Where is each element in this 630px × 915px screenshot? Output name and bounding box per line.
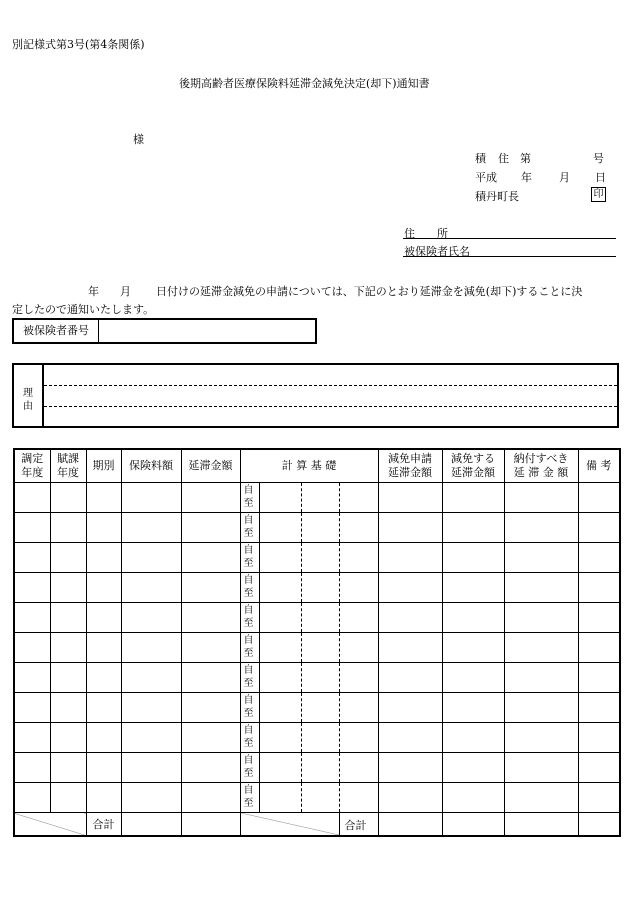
table-row	[14, 633, 620, 663]
to-label: 至	[243, 528, 254, 539]
cell-exempted[interactable]	[442, 663, 504, 693]
cell-requested[interactable]	[378, 723, 442, 753]
body-text-line2: 定したので通知いたします。	[12, 303, 155, 316]
calc-divider	[259, 633, 260, 662]
cell-calc-basis[interactable]	[240, 693, 378, 723]
cell-premium[interactable]	[121, 603, 181, 633]
calc-divider	[339, 753, 340, 782]
cell-assessed-year[interactable]	[14, 723, 50, 753]
total-diagonal-calc	[241, 813, 339, 835]
cell-requested[interactable]	[378, 663, 442, 693]
calc-divider	[339, 723, 340, 752]
calc-divider	[259, 513, 260, 542]
from-to-labels	[244, 664, 254, 690]
to-label: 至	[243, 498, 254, 509]
body-month: 月	[120, 285, 131, 298]
calc-divider	[259, 483, 260, 512]
cell-calc-basis[interactable]	[240, 573, 378, 603]
issue-month: 月	[559, 171, 570, 184]
cell-exempted[interactable]	[442, 693, 504, 723]
calculation-table	[13, 448, 621, 837]
calc-divider	[339, 783, 340, 812]
from-to-labels	[244, 544, 254, 570]
from-to-labels	[244, 784, 254, 810]
header-exempted: 減免する 延滞金額	[442, 449, 504, 483]
cell-late-fee[interactable]	[181, 633, 240, 663]
insured-number-value[interactable]	[99, 320, 317, 342]
from-to-labels	[244, 754, 254, 780]
header-calc-basis: 計 算 基 礎	[240, 449, 378, 483]
cell-period[interactable]	[86, 543, 121, 573]
cell-payable[interactable]	[504, 513, 578, 543]
total-label-calc: 合計	[344, 819, 367, 832]
calc-divider	[259, 573, 260, 602]
table-row	[14, 543, 620, 573]
cell-levy-year[interactable]	[50, 783, 86, 813]
cell-levy-year[interactable]	[50, 723, 86, 753]
header-period: 期別	[86, 449, 121, 483]
cell-calc-basis[interactable]	[240, 483, 378, 513]
cell-calc-basis[interactable]	[240, 663, 378, 693]
from-label: 自	[243, 575, 254, 586]
cell-payable[interactable]	[504, 663, 578, 693]
cell-calc-basis[interactable]	[240, 753, 378, 783]
from-label: 自	[243, 665, 254, 676]
from-label: 自	[243, 755, 254, 766]
cell-calc-basis[interactable]	[240, 723, 378, 753]
cell-exempted[interactable]	[442, 483, 504, 513]
calc-divider	[301, 783, 302, 812]
cell-late-fee[interactable]	[181, 693, 240, 723]
header-payable: 納付すべき 延 滞 金 額	[504, 449, 578, 483]
cell-exempted[interactable]	[442, 543, 504, 573]
mayor-title: 積丹町長	[475, 190, 519, 203]
cell-late-fee[interactable]	[181, 663, 240, 693]
total-exempted[interactable]	[442, 813, 504, 837]
calc-divider	[259, 663, 260, 692]
calc-divider	[301, 603, 302, 632]
cell-remarks[interactable]	[578, 543, 620, 573]
cell-remarks[interactable]	[578, 483, 620, 513]
from-label: 自	[243, 725, 254, 736]
from-label: 自	[243, 545, 254, 556]
table-row	[14, 693, 620, 723]
cell-exempted[interactable]	[442, 753, 504, 783]
cell-payable[interactable]	[504, 573, 578, 603]
to-label: 至	[243, 798, 254, 809]
from-to-labels	[244, 724, 254, 750]
from-to-labels	[244, 574, 254, 600]
cell-assessed-year[interactable]	[14, 633, 50, 663]
table-row	[14, 513, 620, 543]
address-label: 住 所	[404, 227, 448, 240]
to-label: 至	[243, 558, 254, 569]
calc-divider	[259, 723, 260, 752]
cell-late-fee[interactable]	[181, 603, 240, 633]
cell-premium[interactable]	[121, 753, 181, 783]
cell-assessed-year[interactable]	[14, 783, 50, 813]
from-to-labels	[244, 694, 254, 720]
cell-premium[interactable]	[121, 693, 181, 723]
cell-levy-year[interactable]	[50, 603, 86, 633]
cell-premium[interactable]	[121, 483, 181, 513]
reason-line-1	[44, 385, 617, 386]
header-remarks: 備 考	[578, 449, 620, 483]
doc-no-suffix: 号	[593, 152, 604, 165]
cell-remarks[interactable]	[578, 513, 620, 543]
cell-period[interactable]	[86, 633, 121, 663]
cell-premium[interactable]	[121, 543, 181, 573]
from-to-labels	[244, 634, 254, 660]
reason-label-cell	[14, 365, 44, 426]
cell-late-fee[interactable]	[181, 513, 240, 543]
cell-requested[interactable]	[378, 633, 442, 663]
from-label: 自	[243, 785, 254, 796]
cell-exempted[interactable]	[442, 633, 504, 663]
cell-late-fee[interactable]	[181, 483, 240, 513]
cell-payable[interactable]	[504, 603, 578, 633]
cell-payable[interactable]	[504, 483, 578, 513]
total-calc-divider	[339, 813, 340, 835]
header-levy-year: 賦課 年度	[50, 449, 86, 483]
cell-requested[interactable]	[378, 693, 442, 723]
cell-premium[interactable]	[121, 573, 181, 603]
cell-calc-basis[interactable]	[240, 783, 378, 813]
total-remarks[interactable]	[578, 813, 620, 837]
total-calc-cell	[240, 813, 378, 837]
cell-assessed-year[interactable]	[14, 573, 50, 603]
cell-payable[interactable]	[504, 783, 578, 813]
cell-calc-basis[interactable]	[240, 633, 378, 663]
cell-requested[interactable]	[378, 783, 442, 813]
insured-name-label: 被保険者氏名	[404, 245, 470, 258]
cell-premium[interactable]	[121, 663, 181, 693]
header-late-fee: 延滞金額	[181, 449, 240, 483]
insured-name-underline	[403, 256, 616, 257]
from-label: 自	[243, 635, 254, 646]
calc-divider	[301, 543, 302, 572]
cell-payable[interactable]	[504, 633, 578, 663]
cell-levy-year[interactable]	[50, 543, 86, 573]
cell-remarks[interactable]	[578, 783, 620, 813]
cell-levy-year[interactable]	[50, 573, 86, 603]
calc-divider	[301, 663, 302, 692]
calc-divider	[259, 603, 260, 632]
calc-divider	[301, 573, 302, 602]
issue-era: 平成	[475, 171, 497, 184]
cell-period[interactable]	[86, 573, 121, 603]
from-to-labels	[244, 604, 254, 630]
total-diagonal-left	[14, 813, 86, 837]
table-row	[14, 483, 620, 513]
issue-year: 年	[521, 171, 532, 184]
cell-requested[interactable]	[378, 603, 442, 633]
doc-no-prefix-1: 積	[475, 152, 486, 165]
header-premium: 保険料額	[121, 449, 181, 483]
insured-number-box	[12, 318, 317, 344]
cell-assessed-year[interactable]	[14, 543, 50, 573]
table-row	[14, 753, 620, 783]
calc-divider	[339, 693, 340, 722]
reason-label-top: 理	[23, 388, 33, 399]
doc-no-prefix-3: 第	[520, 152, 531, 165]
table-row	[14, 573, 620, 603]
cell-late-fee[interactable]	[181, 753, 240, 783]
cell-premium[interactable]	[121, 633, 181, 663]
cell-remarks[interactable]	[578, 663, 620, 693]
document-title: 後期高齢者医療保険料延滞金減免決定(却下)通知書	[179, 77, 430, 90]
cell-remarks[interactable]	[578, 573, 620, 603]
table-total-row	[14, 813, 620, 837]
cell-levy-year[interactable]	[50, 753, 86, 783]
calc-divider	[301, 753, 302, 782]
total-premium[interactable]	[121, 813, 181, 837]
cell-period[interactable]	[86, 663, 121, 693]
cell-exempted[interactable]	[442, 603, 504, 633]
body-text-line1: 日付けの延滞金減免の申請については、下記のとおり延滞金を減免(却下)することに決	[156, 285, 583, 298]
from-label: 自	[243, 515, 254, 526]
to-label: 至	[243, 708, 254, 719]
cell-premium[interactable]	[121, 723, 181, 753]
calc-divider	[301, 483, 302, 512]
cell-payable[interactable]	[504, 723, 578, 753]
cell-assessed-year[interactable]	[14, 603, 50, 633]
cell-late-fee[interactable]	[181, 573, 240, 603]
to-label: 至	[243, 588, 254, 599]
calc-divider	[301, 513, 302, 542]
cell-exempted[interactable]	[442, 573, 504, 603]
cell-period[interactable]	[86, 483, 121, 513]
cell-payable[interactable]	[504, 693, 578, 723]
table-header-row	[14, 449, 620, 483]
cell-late-fee[interactable]	[181, 543, 240, 573]
cell-levy-year[interactable]	[50, 513, 86, 543]
cell-remarks[interactable]	[578, 693, 620, 723]
cell-levy-year[interactable]	[50, 663, 86, 693]
cell-calc-basis[interactable]	[240, 603, 378, 633]
cell-exempted[interactable]	[442, 783, 504, 813]
cell-premium[interactable]	[121, 513, 181, 543]
cell-levy-year[interactable]	[50, 693, 86, 723]
calc-divider	[339, 543, 340, 572]
seal-mark: 印	[591, 187, 606, 202]
cell-payable[interactable]	[504, 753, 578, 783]
calc-divider	[301, 633, 302, 662]
cell-exempted[interactable]	[442, 513, 504, 543]
from-to-labels	[244, 484, 254, 510]
cell-requested[interactable]	[378, 483, 442, 513]
address-underline	[403, 238, 616, 239]
form-number: 別記様式第3号(第4条関係)	[12, 38, 145, 51]
cell-requested[interactable]	[378, 513, 442, 543]
cell-calc-basis[interactable]	[240, 543, 378, 573]
cell-requested[interactable]	[378, 753, 442, 783]
to-label: 至	[243, 768, 254, 779]
calc-divider	[339, 513, 340, 542]
cell-assessed-year[interactable]	[14, 663, 50, 693]
table-row	[14, 783, 620, 813]
cell-remarks[interactable]	[578, 723, 620, 753]
cell-remarks[interactable]	[578, 603, 620, 633]
calc-divider	[339, 603, 340, 632]
cell-period[interactable]	[86, 513, 121, 543]
header-requested: 減免申請 延滞金額	[378, 449, 442, 483]
cell-requested[interactable]	[378, 573, 442, 603]
calc-divider	[259, 783, 260, 812]
calc-divider	[339, 573, 340, 602]
cell-late-fee[interactable]	[181, 723, 240, 753]
reason-label-bottom: 由	[23, 401, 33, 412]
cell-assessed-year[interactable]	[14, 513, 50, 543]
cell-remarks[interactable]	[578, 633, 620, 663]
cell-premium[interactable]	[121, 783, 181, 813]
cell-assessed-year[interactable]	[14, 753, 50, 783]
total-late-fee[interactable]	[181, 813, 240, 837]
table-row	[14, 663, 620, 693]
cell-period[interactable]	[86, 783, 121, 813]
total-requested[interactable]	[378, 813, 442, 837]
from-label: 自	[243, 605, 254, 616]
calc-divider	[301, 693, 302, 722]
table-row	[14, 723, 620, 753]
calc-divider	[259, 693, 260, 722]
cell-period[interactable]	[86, 603, 121, 633]
cell-requested[interactable]	[378, 543, 442, 573]
addressee-honorific: 様	[133, 133, 144, 146]
cell-late-fee[interactable]	[181, 783, 240, 813]
insured-number-label: 被保険者番号	[14, 320, 99, 342]
cell-remarks[interactable]	[578, 753, 620, 783]
issue-day: 日	[595, 171, 606, 184]
body-year: 年	[88, 285, 99, 298]
cell-levy-year[interactable]	[50, 483, 86, 513]
reason-box	[12, 363, 619, 428]
calc-divider	[259, 543, 260, 572]
cell-period[interactable]	[86, 723, 121, 753]
table-row	[14, 603, 620, 633]
calc-divider	[259, 753, 260, 782]
cell-period[interactable]	[86, 753, 121, 783]
to-label: 至	[243, 678, 254, 689]
calc-divider	[339, 633, 340, 662]
cell-assessed-year[interactable]	[14, 693, 50, 723]
from-label: 自	[243, 695, 254, 706]
to-label: 至	[243, 738, 254, 749]
cell-assessed-year[interactable]	[14, 483, 50, 513]
total-payable[interactable]	[504, 813, 578, 837]
cell-exempted[interactable]	[442, 723, 504, 753]
reason-line-2	[44, 406, 617, 407]
from-label: 自	[243, 485, 254, 496]
doc-no-prefix-2: 住	[498, 152, 509, 165]
cell-period[interactable]	[86, 693, 121, 723]
to-label: 至	[243, 648, 254, 659]
from-to-labels	[244, 514, 254, 540]
cell-calc-basis[interactable]	[240, 513, 378, 543]
to-label: 至	[243, 618, 254, 629]
header-assessed-year: 調定 年度	[14, 449, 50, 483]
calc-divider	[339, 483, 340, 512]
cell-levy-year[interactable]	[50, 633, 86, 663]
total-label-left: 合計	[86, 813, 121, 837]
calc-divider	[301, 723, 302, 752]
cell-payable[interactable]	[504, 543, 578, 573]
calc-divider	[339, 663, 340, 692]
